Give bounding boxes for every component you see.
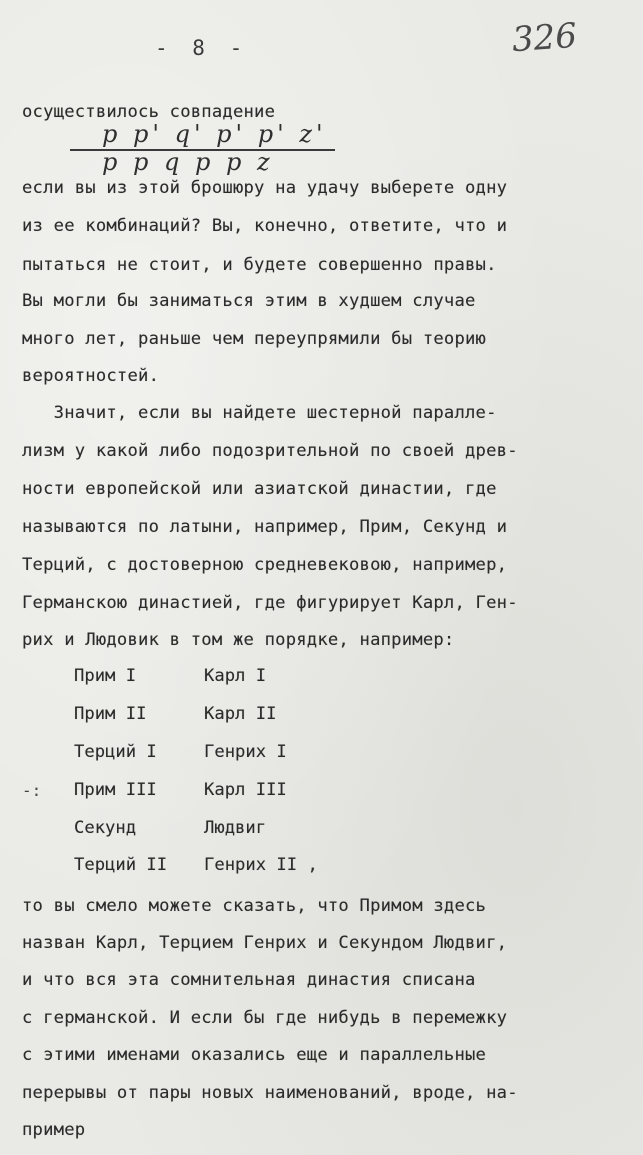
list-left-name: Прим III bbox=[74, 780, 157, 800]
text-line: пример bbox=[22, 1120, 86, 1140]
text-line: пытаться не стоит, и будете совершенно правы. bbox=[22, 255, 497, 275]
text-line: с этими именами оказались еще и параллельные bbox=[22, 1045, 487, 1065]
list-left-name: Терций II bbox=[74, 855, 168, 875]
text-line: рих и Людовик в том же порядке, например: bbox=[22, 630, 455, 650]
text-line: ности европейской или азиатской династии, где bbox=[22, 479, 497, 499]
list-right-name: Карл II bbox=[204, 704, 277, 724]
formula-fraction bbox=[70, 118, 340, 178]
text-line: если вы из этой брошюру на удачу выберете одну bbox=[22, 178, 508, 198]
handwritten-sheet-number: 326 bbox=[510, 15, 579, 61]
list-right-name: Карл III bbox=[204, 780, 287, 800]
list-left-name: Прим I bbox=[74, 666, 137, 686]
list-right-name: Генрих I bbox=[204, 742, 287, 762]
text-line: из ее комбинаций? Вы, конечно, ответите, что и bbox=[22, 216, 508, 236]
list-right-name: Людвиг bbox=[204, 818, 267, 838]
text-line: назван Карл, Терцием Генрих и Секундом Людвиг, bbox=[22, 933, 508, 953]
list-item bbox=[74, 855, 318, 875]
list-item bbox=[74, 780, 287, 800]
list-left-name: Прим II bbox=[74, 704, 147, 724]
list-left-name: Секунд bbox=[74, 818, 137, 838]
text-line: с германской. И если бы где нибудь в перемежку bbox=[22, 1008, 508, 1028]
text-line: называются по латыни, например, Прим, Секунд и bbox=[22, 517, 508, 537]
text-line: Германскою династией, где фигурирует Карл, Ген- bbox=[22, 593, 518, 613]
text-line: то вы смело можете сказать, что Примом здесь bbox=[22, 896, 487, 916]
list-right-name: Генрих II , bbox=[204, 855, 318, 875]
list-left-name: Терций I bbox=[74, 742, 157, 762]
text-line: перерывы от пары новых наименований, вроде, на- bbox=[22, 1083, 518, 1103]
text-line: Терций, с достоверною средневековою, например, bbox=[22, 555, 508, 575]
formula-denominator: p p q p p z bbox=[102, 148, 274, 176]
formula-numerator: p p' q' p' p' z' bbox=[102, 120, 327, 148]
list-item bbox=[74, 818, 266, 838]
text-line: Значит, если вы найдете шестерной паралле- bbox=[22, 403, 497, 423]
list-item bbox=[74, 666, 266, 686]
text-line: вероятностей. bbox=[22, 366, 160, 386]
text-line: много лет, раньше чем переупрямили бы теорию bbox=[22, 329, 487, 349]
text-line: Вы могли бы заниматься этим в худшем случае bbox=[22, 291, 476, 311]
text-line: лизм у какой либо подозрительной по своей древ- bbox=[22, 441, 518, 461]
list-right-name: Карл I bbox=[204, 666, 267, 686]
list-item bbox=[74, 704, 276, 724]
list-item bbox=[74, 742, 287, 762]
page-number: - 8 - bbox=[155, 36, 249, 60]
text-line: осуществилось совпадение bbox=[22, 102, 276, 122]
margin-mark: -: bbox=[22, 781, 42, 800]
text-line: и что вся эта сомнительная династия списана bbox=[22, 970, 476, 990]
